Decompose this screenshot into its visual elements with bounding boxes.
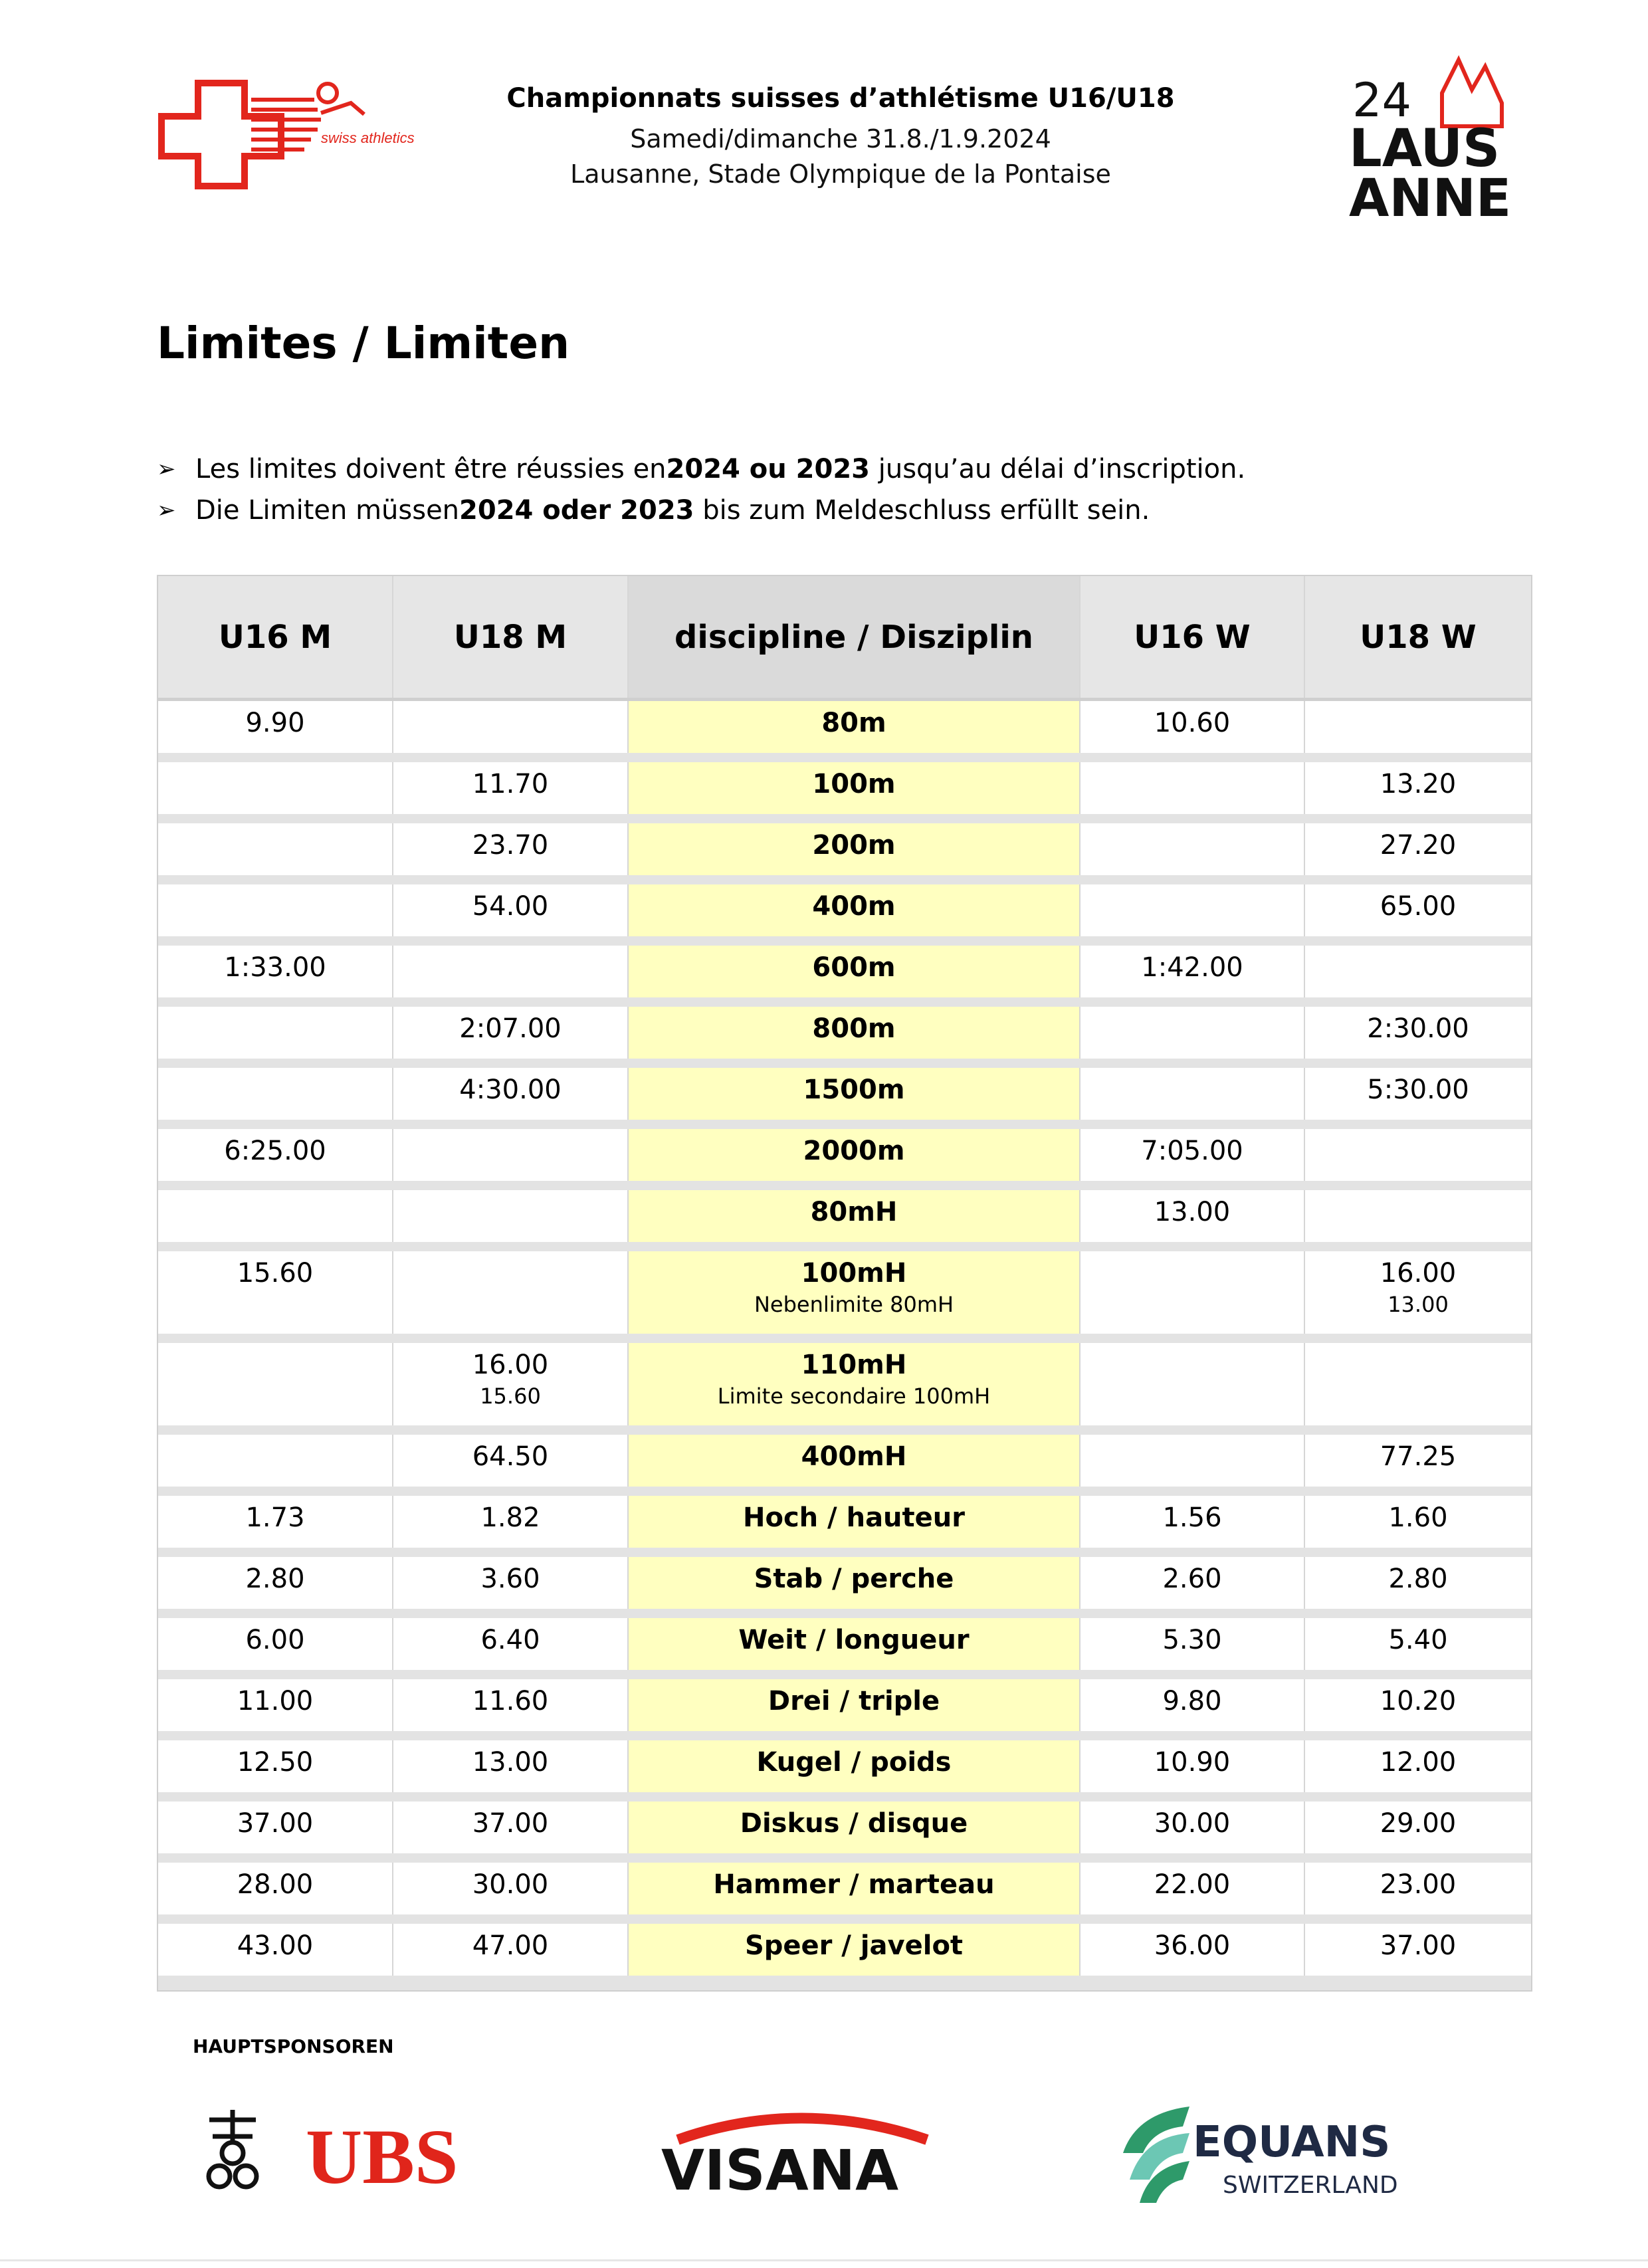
table-row [158, 1802, 1531, 1863]
cell-u18w [1305, 1496, 1531, 1548]
cell-discipline [629, 1068, 1081, 1120]
swiss-athletics-text: swiss athletics [321, 130, 415, 146]
cell-discipline-value: 200m [812, 830, 896, 861]
header-discipline: discipline / Disziplin [629, 576, 1081, 698]
cell-u16m-value: 1:33.00 [224, 952, 326, 983]
cell-u18m [393, 701, 629, 753]
cell-u16m [158, 1496, 393, 1548]
cell-u16m-value: 6.00 [245, 1625, 305, 1655]
bullet-text: jusqu’au délai d’inscription. [870, 454, 1246, 484]
table-row [158, 762, 1531, 823]
arrow-bullet-icon: ➢ [157, 456, 176, 482]
cell-u16w [1081, 1190, 1305, 1242]
cell-u18w-value: 13.20 [1380, 769, 1457, 799]
cell-discipline-value: 80mH [810, 1197, 898, 1227]
cell-discipline [629, 1496, 1081, 1548]
cell-discipline-secondary: Nebenlimite 80mH [754, 1292, 954, 1317]
logo-text-anne: ANNE [1349, 169, 1512, 226]
cell-u18w-value: 77.25 [1380, 1441, 1457, 1472]
cell-discipline-value: 1500m [803, 1075, 905, 1105]
cell-u18w [1305, 1251, 1531, 1334]
cell-u16w [1081, 946, 1305, 997]
table-row [158, 1068, 1531, 1129]
cell-u18w [1305, 1557, 1531, 1609]
cell-u18m-secondary: 15.60 [480, 1384, 541, 1409]
cell-u18m [393, 1496, 629, 1548]
cell-discipline-value: Diskus / disque [740, 1808, 968, 1839]
cell-u18m-value: 3.60 [480, 1564, 540, 1594]
event-venue: Lausanne, Stade Olympique de la Pontaise [570, 159, 1111, 189]
cell-discipline [629, 701, 1081, 753]
cell-u16w [1081, 701, 1305, 753]
table-row [158, 884, 1531, 946]
cell-u18w-value: 12.00 [1380, 1747, 1457, 1778]
cell-u16m [158, 1924, 393, 1976]
cell-u18m-value: 13.00 [472, 1747, 549, 1778]
cell-discipline [629, 1251, 1081, 1334]
cell-u18m-value: 54.00 [472, 891, 549, 922]
cell-u18m [393, 1618, 629, 1670]
cell-discipline-value: 2000m [803, 1136, 905, 1166]
cell-discipline [629, 1343, 1081, 1425]
table-row [158, 1679, 1531, 1740]
cell-discipline [629, 823, 1081, 875]
cell-u16w-value: 10.60 [1154, 708, 1231, 738]
cell-u18m-value: 37.00 [472, 1808, 549, 1839]
cell-discipline-value: 100mH [801, 1258, 907, 1289]
cell-u16w-value: 9.80 [1162, 1686, 1222, 1716]
event-dates: Samedi/dimanche 31.8./1.9.2024 [630, 124, 1051, 154]
cell-discipline-value: 100m [812, 769, 896, 799]
cell-u16m [158, 1557, 393, 1609]
cell-u18m-value: 2:07.00 [459, 1013, 562, 1044]
cell-u16m [158, 1740, 393, 1792]
cell-u16w [1081, 1863, 1305, 1914]
cell-u16w [1081, 1068, 1305, 1120]
cell-discipline [629, 1924, 1081, 1976]
cell-u18m [393, 823, 629, 875]
cell-u16m [158, 1068, 393, 1120]
cell-discipline-value: 110mH [801, 1350, 907, 1380]
event-title: Championnats suisses d’athlétisme U16/U18 [506, 83, 1175, 114]
cell-u18w [1305, 1802, 1531, 1853]
cell-u18m [393, 884, 629, 936]
cell-discipline [629, 1802, 1081, 1853]
cell-u18m [393, 946, 629, 997]
cell-u16w-value: 13.00 [1154, 1197, 1231, 1227]
cell-u16w [1081, 1007, 1305, 1059]
equans-logo [1116, 2100, 1462, 2206]
cell-u18m [393, 762, 629, 814]
cell-discipline-value: 600m [812, 952, 896, 983]
cell-u16m-value: 28.00 [237, 1869, 314, 1900]
lausanne-2024-logo [1349, 53, 1522, 226]
bullet-item-fr [157, 449, 1552, 490]
bullet-text: Les limites doivent être réussies en [195, 454, 667, 484]
cell-u16w-value: 1:42.00 [1141, 952, 1243, 983]
cell-u18w-value: 37.00 [1380, 1930, 1457, 1961]
cell-discipline [629, 1190, 1081, 1242]
cell-u18w [1305, 1679, 1531, 1731]
table-row [158, 1557, 1531, 1618]
page-title: Limites / Limiten [157, 318, 570, 369]
cell-u16m [158, 1618, 393, 1670]
table-row [158, 1924, 1531, 1985]
cell-u18m [393, 1740, 629, 1792]
header-u18w: U18 W [1360, 618, 1477, 656]
cell-u18w-value: 5:30.00 [1367, 1075, 1469, 1105]
cell-u18m [393, 1007, 629, 1059]
cell-discipline [629, 1863, 1081, 1914]
cell-u18m-value: 11.60 [472, 1686, 549, 1716]
cell-discipline [629, 884, 1081, 936]
cell-u18m-value: 11.70 [472, 769, 549, 799]
cell-discipline-value: 800m [812, 1013, 896, 1044]
cell-u16m [158, 823, 393, 875]
table-row [158, 1435, 1531, 1496]
swiss-athletics-logo [152, 73, 417, 189]
table-header [158, 576, 1531, 701]
cell-u16m-value: 6:25.00 [224, 1136, 326, 1166]
visana-text: VISANA [661, 2138, 899, 2196]
sponsors-label: HAUPTSPONSOREN [193, 2035, 394, 2057]
cell-u18m-value: 6.40 [480, 1625, 540, 1655]
cell-u18w-value: 27.20 [1380, 830, 1457, 861]
visana-logo [658, 2103, 944, 2196]
cell-u16m-value: 37.00 [237, 1808, 314, 1839]
table-row [158, 1863, 1531, 1924]
table-row [158, 1007, 1531, 1068]
cell-discipline-value: Weit / longueur [738, 1625, 970, 1655]
cell-u16w [1081, 1679, 1305, 1731]
cell-u16w [1081, 762, 1305, 814]
cell-u18m [393, 1924, 629, 1976]
cell-u18m-value: 30.00 [472, 1869, 549, 1900]
cell-u18m [393, 1679, 629, 1731]
cell-u16w-value: 36.00 [1154, 1930, 1231, 1961]
cell-u16m [158, 1343, 393, 1425]
cell-u18w-value: 2:30.00 [1367, 1013, 1469, 1044]
cell-u18w-value: 23.00 [1380, 1869, 1457, 1900]
cell-u16m-value: 43.00 [237, 1930, 314, 1961]
cell-u16m-value: 12.50 [237, 1747, 314, 1778]
cell-u18w [1305, 946, 1531, 997]
cell-u18w [1305, 1007, 1531, 1059]
cell-u18w [1305, 1068, 1531, 1120]
cell-discipline [629, 762, 1081, 814]
cell-discipline [629, 1129, 1081, 1181]
cell-u16w [1081, 1557, 1305, 1609]
cell-discipline-secondary: Limite secondaire 100mH [717, 1384, 991, 1409]
table-row [158, 1190, 1531, 1251]
cell-u18m-value: 1.82 [480, 1502, 540, 1533]
cell-u16m [158, 1863, 393, 1914]
cell-u16m-value: 2.80 [245, 1564, 305, 1594]
cell-u18m [393, 1068, 629, 1120]
bullet-item-de [157, 490, 1552, 531]
cell-u18w [1305, 1435, 1531, 1487]
cell-u16w [1081, 823, 1305, 875]
cell-discipline [629, 946, 1081, 997]
table-row [158, 1740, 1531, 1802]
cell-u16m [158, 1802, 393, 1853]
cell-discipline [629, 1740, 1081, 1792]
cell-discipline [629, 1007, 1081, 1059]
table-row [158, 823, 1531, 884]
cell-u18w-value: 5.40 [1388, 1625, 1448, 1655]
table-body [158, 701, 1531, 1985]
cell-u16w [1081, 1343, 1305, 1425]
cell-u16m [158, 701, 393, 753]
cell-u18w-value: 1.60 [1388, 1502, 1448, 1533]
cell-u16w-value: 10.90 [1154, 1747, 1231, 1778]
cell-u18w-value: 29.00 [1380, 1808, 1457, 1839]
cell-u18m-value: 47.00 [472, 1930, 549, 1961]
cell-u18m-value: 4:30.00 [459, 1075, 562, 1105]
table-row [158, 1251, 1531, 1343]
cell-discipline [629, 1679, 1081, 1731]
cell-discipline [629, 1618, 1081, 1670]
cell-u16m [158, 1679, 393, 1731]
table-row [158, 1618, 1531, 1679]
cell-u18w [1305, 1924, 1531, 1976]
cell-u16m [158, 762, 393, 814]
cell-discipline-value: Hoch / hauteur [742, 1502, 965, 1533]
bullet-bold: 2024 ou 2023 [666, 454, 871, 484]
cell-u16w-value: 30.00 [1154, 1808, 1231, 1839]
cell-u16w [1081, 1435, 1305, 1487]
cell-discipline-value: Drei / triple [768, 1686, 940, 1716]
cell-u18w [1305, 1618, 1531, 1670]
cell-u16w-value: 2.60 [1162, 1564, 1222, 1594]
cell-u18m [393, 1251, 629, 1334]
cell-u16m [158, 884, 393, 936]
bottom-rule [0, 2259, 1648, 2261]
header-u16m: U16 M [158, 576, 393, 698]
cell-u18m-value: 16.00 [472, 1350, 549, 1380]
arrow-bullet-icon: ➢ [157, 497, 176, 524]
cell-u16m [158, 1129, 393, 1181]
cell-u16w [1081, 1496, 1305, 1548]
cell-discipline-value: Speer / javelot [744, 1930, 964, 1961]
cell-u16m [158, 1251, 393, 1334]
cell-u16w [1081, 1924, 1305, 1976]
cell-u18w [1305, 1343, 1531, 1425]
cell-discipline-value: Stab / perche [754, 1564, 954, 1594]
cell-u18w [1305, 1190, 1531, 1242]
cell-u18m [393, 1190, 629, 1242]
equans-subtext: SWITZERLAND [1223, 2172, 1398, 2199]
cell-u18m [393, 1129, 629, 1181]
cell-u18w [1305, 884, 1531, 936]
limits-table [157, 575, 1532, 1992]
table-row [158, 701, 1531, 762]
cell-discipline-value: 400m [812, 891, 896, 922]
logo-text-laus: LAUS [1349, 119, 1500, 179]
cell-u16m [158, 946, 393, 997]
cell-u16m-value: 1.73 [245, 1502, 305, 1533]
cell-u18m [393, 1435, 629, 1487]
cell-u18w-value: 10.20 [1380, 1686, 1457, 1716]
cell-u16w-value: 1.56 [1162, 1502, 1222, 1533]
cell-discipline [629, 1557, 1081, 1609]
cell-u16w [1081, 1802, 1305, 1853]
cell-u18w [1305, 1129, 1531, 1181]
cell-u18w [1305, 762, 1531, 814]
cell-u16w [1081, 1129, 1305, 1181]
cell-u16w-value: 5.30 [1162, 1625, 1222, 1655]
bullet-text: bis zum Meldeschluss erfüllt sein. [694, 495, 1150, 526]
cell-u16w [1081, 1740, 1305, 1792]
ubs-logo [193, 2103, 505, 2203]
ubs-text: UBS [306, 2113, 459, 2200]
cell-u16m [158, 1007, 393, 1059]
cell-u18w-value: 65.00 [1380, 891, 1457, 922]
cell-discipline-value: Kugel / poids [756, 1747, 952, 1778]
cell-u18m [393, 1557, 629, 1609]
header-u16w: U16 W [1081, 576, 1305, 698]
cell-u18w [1305, 701, 1531, 753]
cell-u16w-value: 22.00 [1154, 1869, 1231, 1900]
logo-year: 24 [1352, 73, 1412, 128]
cell-u16w-value: 7:05.00 [1141, 1136, 1243, 1166]
cell-u16m-value: 11.00 [237, 1686, 314, 1716]
table-footer-bar [158, 1985, 1531, 1990]
cell-u18w [1305, 1740, 1531, 1792]
cell-u16m [158, 1435, 393, 1487]
bullet-list [157, 449, 1552, 531]
table-row [158, 1129, 1531, 1190]
bullet-bold: 2024 oder 2023 [459, 495, 694, 526]
cell-u18m-value: 64.50 [472, 1441, 549, 1472]
cell-u18w [1305, 1863, 1531, 1914]
cell-u16w [1081, 1251, 1305, 1334]
cell-u18m [393, 1343, 629, 1425]
cell-u18m [393, 1863, 629, 1914]
cell-discipline-value: 400mH [801, 1441, 907, 1472]
cell-u16m-value: 9.90 [245, 708, 305, 738]
header-u18m: U18 M [393, 576, 629, 698]
cell-discipline-value: Hammer / marteau [713, 1869, 995, 1900]
bullet-text: Die Limiten müssen [195, 495, 460, 526]
table-row [158, 946, 1531, 1007]
cell-u18w-value: 16.00 [1380, 1258, 1457, 1289]
table-row [158, 1343, 1531, 1435]
cell-u18m-value: 23.70 [472, 830, 549, 861]
cell-u18w-value: 2.80 [1388, 1564, 1448, 1594]
cell-u16m-value: 15.60 [237, 1258, 314, 1289]
cell-u16w [1081, 884, 1305, 936]
table-row [158, 1496, 1531, 1557]
equans-text: EQUANS [1193, 2118, 1391, 2167]
cell-discipline [629, 1435, 1081, 1487]
cell-u18m [393, 1802, 629, 1853]
cell-u18w [1305, 823, 1531, 875]
cell-u18w-secondary: 13.00 [1388, 1292, 1449, 1317]
cell-discipline-value: 80m [821, 708, 886, 738]
cell-u16w [1081, 1618, 1305, 1670]
cell-u16m [158, 1190, 393, 1242]
